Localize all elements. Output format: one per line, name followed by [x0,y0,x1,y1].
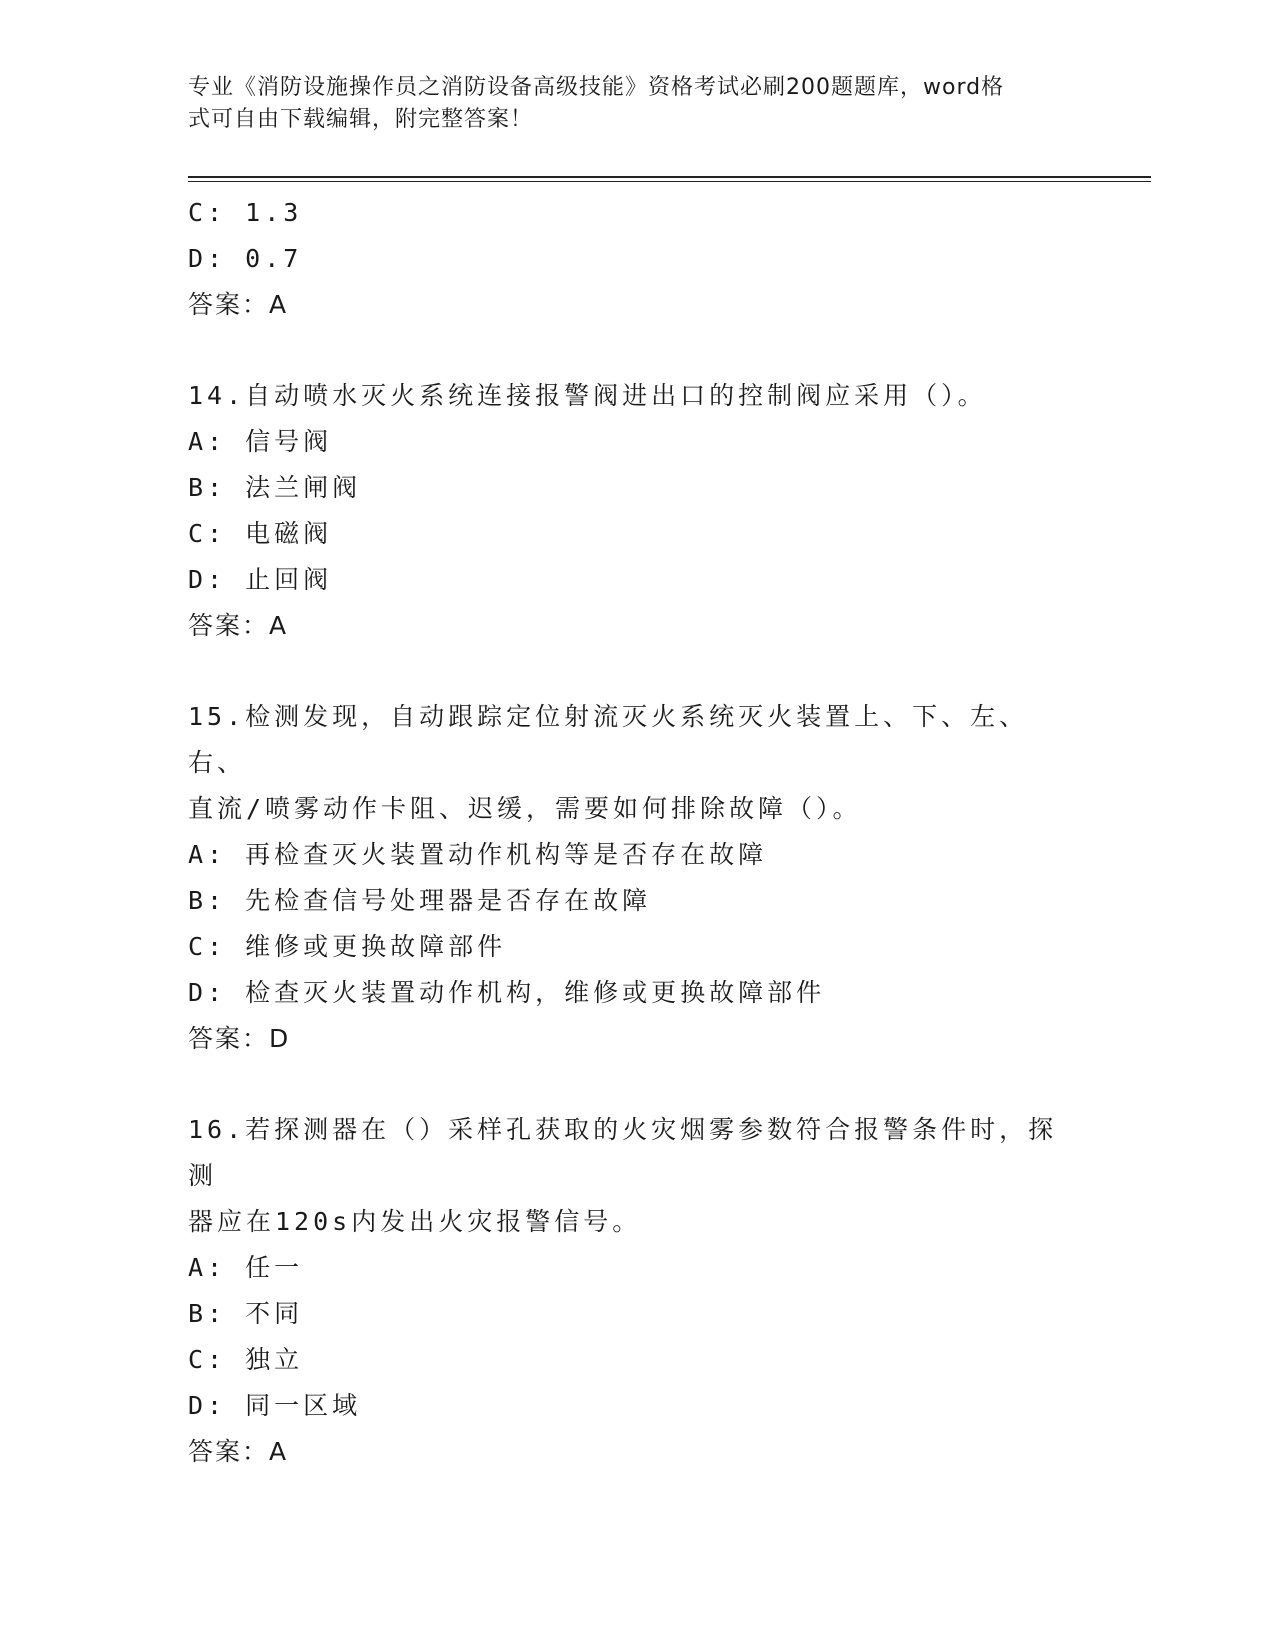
option-d: D: 止回阀 [188,565,333,594]
option-a: A: 再检查灭火装置动作机构等是否存在故障 [188,840,768,869]
carryover-block [188,190,1088,328]
question-stem-line-2: 直流/喷雾动作卡阻、迟缓，需要如何排除故障（）。 [188,794,862,823]
option-b: B: 先检查信号处理器是否存在故障 [188,886,652,915]
header-divider-thick [188,176,1151,178]
option-c: C: 独立 [188,1345,304,1374]
option-d: D: 0.7 [188,244,303,273]
question-stem-line-2: 器应在120s内发出火灾报警信号。 [188,1207,642,1236]
spacer [188,328,1088,373]
question-15 [188,694,1088,1062]
answer-line: 答案：A [188,611,289,640]
spacer [188,649,1088,694]
option-a: A: 信号阀 [188,427,333,456]
question-list [188,190,1088,1475]
header-line-2: 式可自由下载编辑，附完整答案！ [188,107,534,132]
question-stem-line-1: 16.若探测器在（）采样孔获取的火灾烟雾参数符合报警条件时，探测 [188,1115,1058,1190]
option-d: D: 检查灭火装置动作机构，维修或更换故障部件 [188,978,826,1007]
option-c: C: 维修或更换故障部件 [188,932,507,961]
question-16 [188,1107,1088,1475]
option-b: B: 不同 [188,1299,304,1328]
option-b: B: 法兰闸阀 [188,473,362,502]
document-header [188,72,1068,136]
answer-line: 答案：A [188,1437,289,1466]
answer-line: 答案：D [188,1024,291,1053]
question-stem: 14.自动喷水灭火系统连接报警阀进出口的控制阀应采用（）。 [188,381,987,410]
header-divider-thin [188,181,1151,182]
header-line-1: 专业《消防设施操作员之消防设备高级技能》资格考试必刷200题题库，word格 [188,75,1005,100]
question-14 [188,373,1088,649]
option-d: D: 同一区域 [188,1391,362,1420]
question-stem-line-1: 15.检测发现，自动跟踪定位射流灭火系统灭火装置上、下、左、右、 [188,702,1029,777]
spacer [188,1062,1088,1107]
option-c: C: 1.3 [188,198,303,227]
answer-line: 答案：A [188,290,289,319]
option-c: C: 电磁阀 [188,519,333,548]
option-a: A: 任一 [188,1253,304,1282]
